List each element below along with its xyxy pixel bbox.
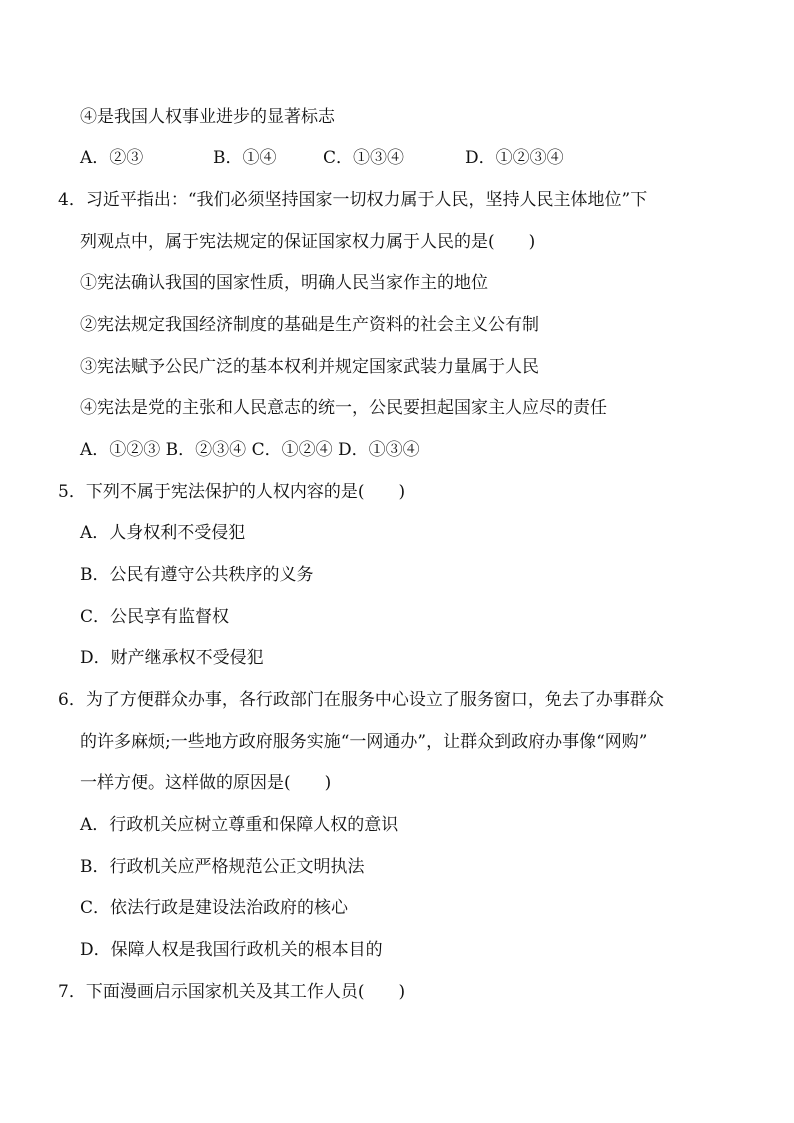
q3-option-c: C．①③④ — [323, 148, 405, 168]
q3-item-4: ④是我国人权事业进步的显著标志 — [80, 107, 335, 127]
q6-stem-line-1: 6．为了方便群众办事，各行政部门在服务中心设立了服务窗口，免去了办事群众 — [58, 690, 664, 710]
q6-stem-line-2: 的许多麻烦;一些地方政府服务实施“一网通办”，让群众到政府办事像“网购” — [80, 732, 648, 752]
q6-option-d: D．保障人权是我国行政机关的根本目的 — [80, 940, 383, 960]
q5-option-b: B．公民有遵守公共秩序的义务 — [80, 565, 314, 585]
q5-stem: 5．下列不属于宪法保护的人权内容的是( ) — [58, 482, 406, 502]
q4-item-4: ④宪法是党的主张和人民意志的统一，公民要担起国家主人应尽的责任 — [80, 398, 607, 418]
q6-option-a: A．行政机关应树立尊重和保障人权的意识 — [80, 815, 399, 835]
q4-item-2: ②宪法规定我国经济制度的基础是生产资料的社会主义公有制 — [80, 315, 539, 335]
q6-option-b: B．行政机关应严格规范公正文明执法 — [80, 857, 365, 877]
q7-stem: 7．下面漫画启示国家机关及其工作人员( ) — [58, 982, 406, 1002]
q6-stem-line-3: 一样方便。这样做的原因是( ) — [80, 773, 332, 793]
q5-option-a: A．人身权利不受侵犯 — [80, 523, 246, 543]
q5-option-d: D．财产继承权不受侵犯 — [80, 648, 264, 668]
q4-stem-line-1: 4．习近平指出：“我们必须坚持国家一切权力属于人民，坚持人民主体地位”下 — [58, 190, 648, 210]
q4-item-3: ③宪法赋予公民广泛的基本权利并规定国家武装力量属于人民 — [80, 357, 539, 377]
q3-option-a: A．②③ — [80, 148, 144, 168]
q4-options: A．①②③ B．②③④ C．①②④ D．①③④ — [80, 440, 420, 460]
q4-stem-line-2: 列观点中，属于宪法规定的保证国家权力属于人民的是( ) — [80, 232, 536, 252]
q5-option-c: C．公民享有监督权 — [80, 607, 230, 627]
q3-option-d: D．①②③④ — [465, 148, 564, 168]
q6-option-c: C．依法行政是建设法治政府的核心 — [80, 898, 349, 918]
q4-item-1: ①宪法确认我国的国家性质，明确人民当家作主的地位 — [80, 273, 488, 293]
q3-option-b: B．①④ — [213, 148, 277, 168]
